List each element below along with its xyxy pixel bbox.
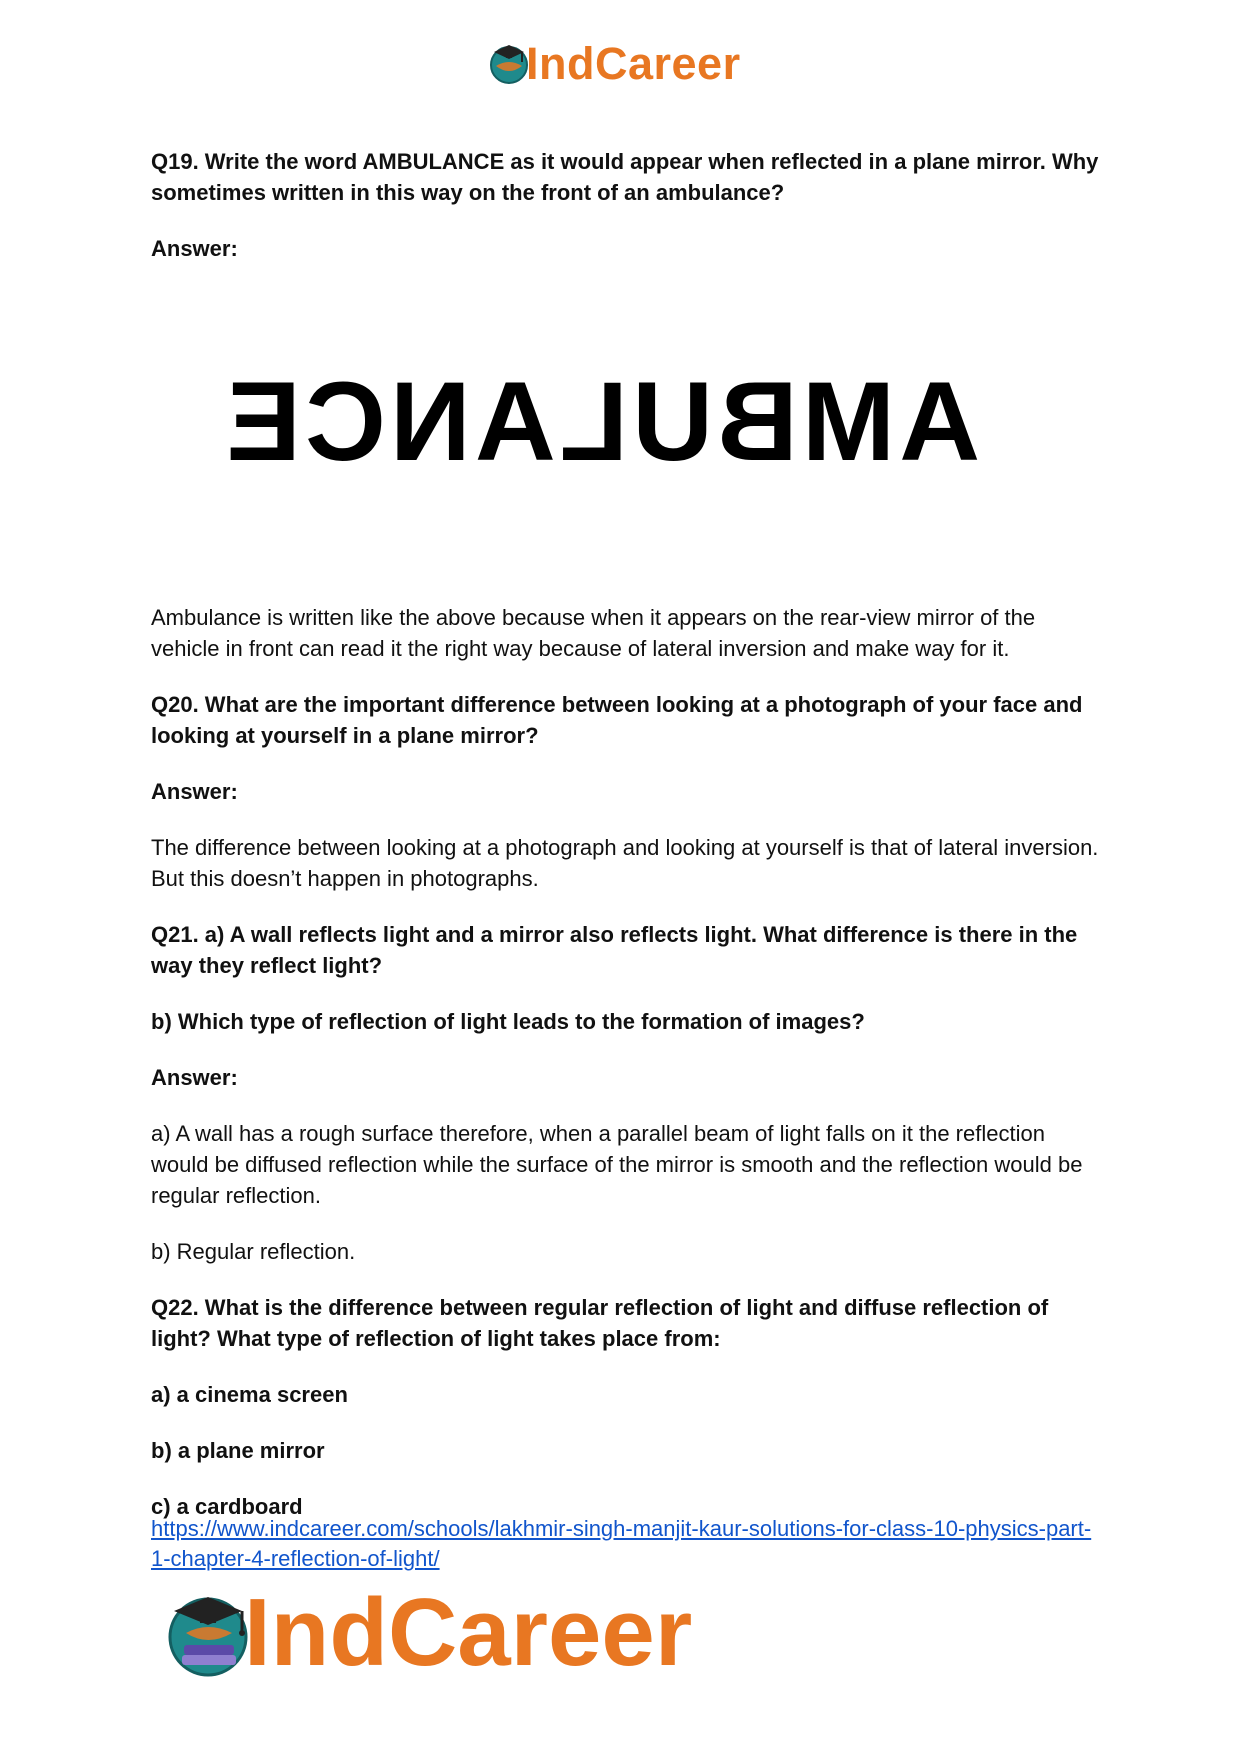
mirrored-ambulance-word: AMBULANCE: [222, 359, 980, 484]
q22-option-a: a) a cinema screen: [151, 1382, 348, 1407]
footer-logo: [162, 1579, 693, 1686]
graduation-cap-books-icon: [162, 1587, 254, 1679]
q21-question-a: Q21. a) A wall reflects light and a mirror also reflects light. What difference is there in the way they reflect light?: [151, 922, 1078, 978]
header-logo: [486, 37, 741, 89]
q22-option-c: c) a cardboard: [151, 1494, 303, 1519]
q19-answer: Ambulance is written like the above because when it appears on the rear-view mirror of the vehicle in front can read it the right way because of lateral inversion and make way for it.: [151, 605, 1036, 661]
q20-question: Q20. What are the important difference between looking at a photograph of your face and looking at yourself in a plane mirror?: [151, 692, 1083, 748]
q22-question: Q22. What is the difference between regular reflection of light and diffuse reflection of light? What type of reflection of light takes place from:: [151, 1295, 1049, 1351]
header-logo-text: IndCareer: [526, 37, 741, 89]
footer-logo-text: IndCareer: [244, 1579, 693, 1686]
source-link[interactable]: https://www.indcareer.com/schools/lakhmir-singh-manjit-kaur-solutions-for-class-10-physics-part-1-chapter-4-reflection-of-light/: [151, 1516, 1092, 1571]
q21-answer-label: Answer:: [151, 1065, 238, 1090]
document-body: [151, 146, 1101, 1522]
q21-question-b: b) Which type of reflection of light leads to the formation of images?: [151, 1009, 865, 1034]
q20-answer: The difference between looking at a photograph and looking at yourself is that of lateral inversion. But this doesn’t happen in photographs.: [151, 835, 1099, 891]
q21-answer-a: a) A wall has a rough surface therefore, when a parallel beam of light falls on it the reflection would be diffused reflection while the surface of the mirror is smooth and the reflection would be regular reflection.: [151, 1121, 1083, 1208]
q19-answer-label: Answer:: [151, 236, 238, 261]
q21-answer-b: b) Regular reflection.: [151, 1239, 356, 1264]
q22-option-b: b) a plane mirror: [151, 1438, 325, 1463]
q20-answer-label: Answer:: [151, 779, 238, 804]
q19-question: Q19. Write the word AMBULANCE as it would appear when reflected in a plane mirror. Why sometimes written in this way on the front of an ambulance?: [151, 149, 1099, 205]
